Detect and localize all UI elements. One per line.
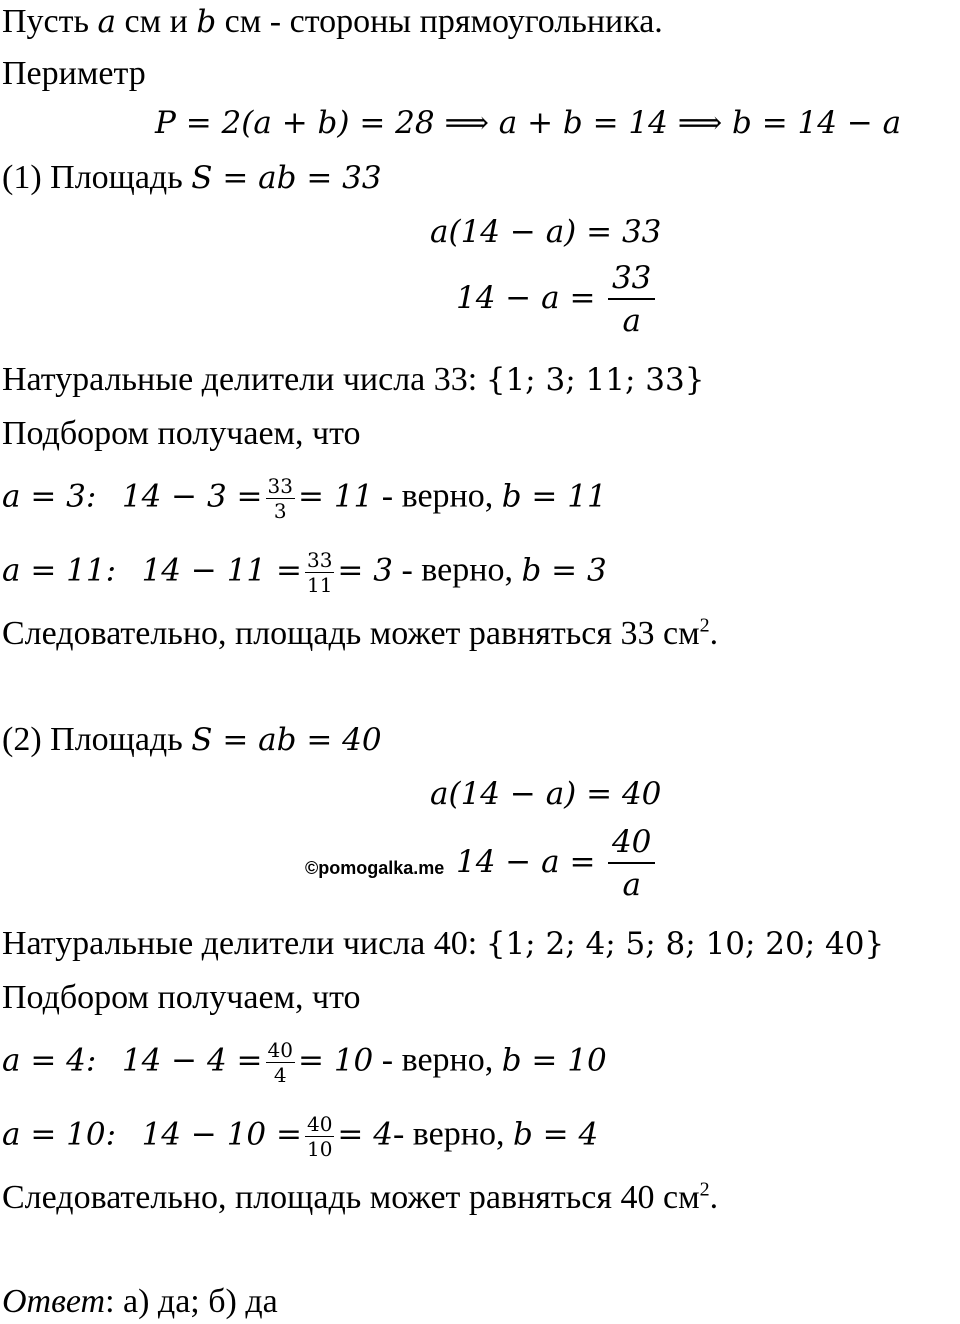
- case-fraction: [266, 1038, 295, 1087]
- part2-selection: Подбором получаем, что: [2, 979, 361, 1016]
- part2-equation-2: [456, 822, 659, 906]
- intro-text-3: см - стороны прямоугольника.: [216, 3, 663, 40]
- part2-eq2-fraction: [608, 822, 655, 906]
- part2-conclusion: [2, 1178, 718, 1218]
- fraction-denominator: a: [622, 303, 641, 339]
- case-verdict: - верно,: [373, 477, 502, 515]
- case-fraction: [305, 1112, 334, 1161]
- case-condition: a = 11:: [2, 552, 117, 589]
- case-result: b = 10: [501, 1042, 607, 1079]
- conclusion-text: Следовательно, площадь может равняться 40 см: [2, 1179, 700, 1216]
- case-left: 14 − 11 =: [141, 552, 302, 589]
- watermark: ©pomogalka.me: [305, 858, 445, 878]
- intro-line: [2, 2, 663, 42]
- part1-divisors-text: Натуральные делители числа 33:: [2, 361, 486, 398]
- perimeter-equation: P = 2(a + b) = 28 ⟹ a + b = 14 ⟹ b = 14 − a: [155, 105, 902, 141]
- case-condition: a = 4:: [2, 1042, 97, 1079]
- conclusion-end: .: [709, 1179, 719, 1216]
- case-result: b = 11: [501, 478, 607, 515]
- part1-eq2-left: 14 − a =: [456, 279, 596, 316]
- part1-equation-1: a(14 − a) = 33: [430, 214, 662, 250]
- answer-line: [2, 1282, 278, 1322]
- case-fraction: [305, 548, 334, 597]
- part2-case-2: [2, 1112, 598, 1161]
- conclusion-end: .: [709, 615, 719, 652]
- fraction-numerator: 33: [608, 258, 655, 300]
- part1-case-1: [2, 474, 607, 523]
- part2-heading: [2, 720, 382, 760]
- intro-text-2: см и: [116, 3, 197, 40]
- perimeter-label: Периметр: [2, 55, 146, 92]
- case-result: b = 4: [512, 1116, 599, 1153]
- case-verdict: - верно,: [392, 1115, 513, 1153]
- part1-divisors: [2, 360, 704, 400]
- part1-heading: [2, 158, 382, 198]
- case-condition: a = 10:: [2, 1116, 117, 1153]
- part1-heading-text: (1) Площадь: [2, 159, 192, 196]
- superscript: 2: [699, 1178, 710, 1201]
- case-right: = 4: [337, 1116, 393, 1153]
- part2-case-1: [2, 1038, 607, 1087]
- case-left: 14 − 4 =: [121, 1042, 263, 1079]
- part1-equation-2: [456, 258, 659, 342]
- fraction-numerator: 33: [306, 548, 333, 572]
- fraction-numerator: 33: [267, 474, 293, 498]
- fraction-numerator: 40: [267, 1038, 293, 1062]
- fraction-denominator: 10: [306, 1137, 333, 1161]
- superscript: 2: [699, 614, 710, 637]
- part2-divisors: [2, 924, 884, 964]
- part2-eq2-left: 14 − a =: [456, 843, 596, 880]
- answer-label: Ответ: [2, 1283, 106, 1320]
- case-left: 14 − 10 =: [141, 1116, 302, 1153]
- case-verdict: - верно,: [373, 1041, 502, 1079]
- fraction-denominator: 4: [273, 1063, 287, 1087]
- intro-text-1: Пусть: [2, 3, 98, 40]
- fraction-denominator: 3: [273, 499, 287, 523]
- fraction-numerator: 40: [608, 822, 655, 864]
- conclusion-text: Следовательно, площадь может равняться 33 см: [2, 615, 700, 652]
- fraction-denominator: 11: [306, 573, 333, 597]
- case-right: = 10: [297, 1042, 374, 1079]
- case-right: = 3: [337, 552, 393, 589]
- fraction-denominator: a: [622, 867, 641, 903]
- part1-eq2-fraction: [608, 258, 655, 342]
- part1-case-2: [2, 548, 607, 597]
- case-verdict: - верно,: [392, 551, 522, 589]
- part2-equation-1: a(14 − a) = 40: [430, 776, 662, 812]
- var-a: a: [97, 4, 116, 40]
- case-result: b = 3: [521, 552, 607, 589]
- case-left: 14 − 3 =: [121, 478, 263, 515]
- case-right: = 11: [297, 478, 374, 515]
- case-fraction: [266, 474, 295, 523]
- case-condition: a = 3:: [2, 478, 97, 515]
- part2-heading-equation: S = ab = 40: [191, 722, 382, 758]
- part1-selection: Подбором получаем, что: [2, 415, 361, 452]
- part2-heading-text: (2) Площадь: [2, 721, 192, 758]
- part2-divisors-set: {1; 2; 4; 5; 8; 10; 20; 40}: [485, 926, 885, 962]
- part1-heading-equation: S = ab = 33: [191, 160, 382, 196]
- var-b: b: [196, 4, 217, 40]
- part1-conclusion: [2, 614, 718, 654]
- part2-divisors-text: Натуральные делители числа 40:: [2, 925, 486, 962]
- part1-divisors-set: {1; 3; 11; 33}: [485, 362, 705, 398]
- fraction-numerator: 40: [306, 1112, 333, 1136]
- answer-text: : а) да; б) да: [105, 1283, 278, 1320]
